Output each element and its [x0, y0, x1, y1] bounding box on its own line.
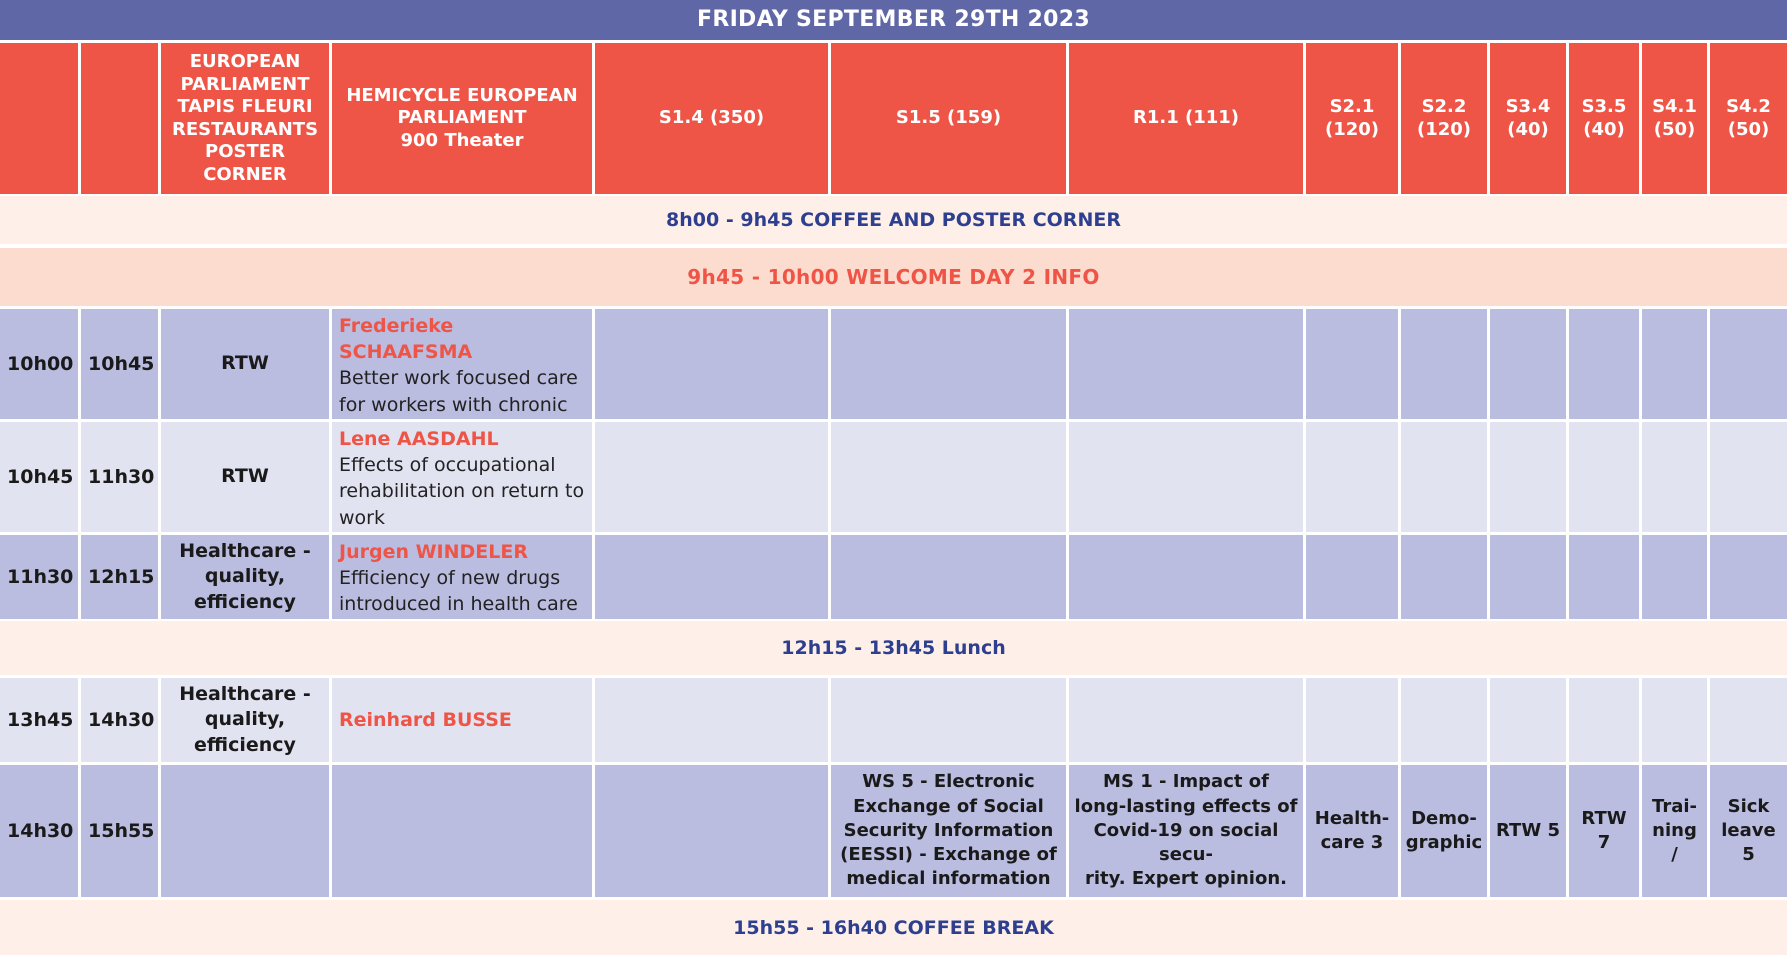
header-line: PARLIAMENT [180, 73, 310, 95]
track-line: Healthcare - [179, 682, 311, 705]
talk-title-line: work [339, 506, 385, 529]
header-line-group [346, 85, 577, 153]
header-room [1642, 43, 1707, 194]
session-line: Security Information [843, 819, 1054, 841]
session-line: care 3 [1320, 832, 1384, 853]
empty-slot [831, 309, 1066, 419]
header-room [831, 43, 1066, 194]
room-name [1325, 96, 1379, 141]
header-line: HEMICYCLE EUROPEAN [346, 84, 578, 106]
session-line: 7 [1597, 832, 1611, 853]
room-capacity: (120) [1416, 118, 1472, 140]
header-room [1710, 43, 1787, 194]
empty-slot [1069, 422, 1303, 532]
session-line: Sick [1727, 795, 1770, 817]
empty-slot [595, 309, 828, 419]
track-line-group [221, 464, 269, 490]
header-room [1306, 43, 1398, 194]
track-line: RTW [221, 352, 269, 375]
empty-slot [1710, 309, 1787, 419]
end-time: 11h30 [81, 422, 158, 532]
session-line: MS 1 - Impact of [1103, 771, 1269, 793]
room-name [1726, 96, 1771, 141]
empty-slot [161, 765, 329, 897]
empty-slot [1569, 678, 1639, 762]
empty-slot [1642, 678, 1707, 762]
session-line: Exchange of Social [853, 795, 1044, 817]
empty-slot [831, 678, 1066, 762]
empty-slot [1306, 678, 1398, 762]
start-time: 14h30 [0, 765, 78, 897]
empty-slot [1569, 422, 1639, 532]
band-lunch: 12h15 - 13h45 Lunch [0, 621, 1787, 675]
empty-slot [595, 535, 828, 619]
room-name-line: S3.5 [1581, 96, 1627, 117]
track-line-group [221, 351, 269, 377]
empty-slot [1490, 678, 1566, 762]
talk-title-line [339, 418, 437, 419]
header-start-time [0, 43, 78, 194]
empty-slot [1569, 535, 1639, 619]
empty-slot [1710, 678, 1787, 762]
end-time: 10h45 [81, 309, 158, 419]
empty-slot [1401, 309, 1487, 419]
session-line: Demo- [1411, 807, 1477, 829]
empty-slot [1490, 535, 1566, 619]
header-line: CORNER [203, 163, 287, 185]
empty-slot [1306, 422, 1398, 532]
empty-slot [595, 765, 828, 897]
empty-slot [1642, 309, 1707, 419]
speaker-name: Reinhard BUSSE [339, 708, 512, 731]
empty-slot [1642, 535, 1707, 619]
room-capacity: (120) [1324, 118, 1380, 140]
session-line: Health- [1314, 807, 1390, 829]
header-line: TAPIS FLEURI [177, 96, 313, 117]
talk-title-line: rehabilitation on return to [339, 480, 585, 503]
empty-slot [1401, 422, 1487, 532]
track-label [161, 535, 329, 619]
band-welcome: 9h45 - 10h00 WELCOME DAY 2 INFO [0, 248, 1787, 306]
session-line: WS 5 - Electronic [862, 771, 1035, 793]
start-time: 11h30 [0, 535, 78, 619]
header-line: EUROPEAN [189, 51, 301, 72]
session-ws5 [831, 765, 1066, 897]
empty-slot [1490, 422, 1566, 532]
empty-slot [1710, 422, 1787, 532]
session-line: graphic [1405, 832, 1483, 853]
empty-slot [1306, 309, 1398, 419]
room-name-line: S4.2 [1726, 96, 1771, 117]
room-name-line: S3.4 [1505, 96, 1551, 117]
session-rtw-7 [1569, 765, 1639, 897]
session-line: RTW 5 [1496, 819, 1560, 841]
empty-slot [1642, 422, 1707, 532]
session-line: rity. Expert opinion. [1084, 868, 1287, 890]
header-hemicycle [332, 43, 592, 194]
header-poster-corner [161, 43, 329, 194]
session-line-group [1581, 807, 1626, 856]
header-line: RESTAURANTS [171, 118, 319, 140]
room-name-line: S4.1 [1652, 96, 1697, 117]
empty-slot [1490, 309, 1566, 419]
session-demographic [1401, 765, 1487, 897]
empty-slot [1069, 678, 1303, 762]
session-training [1642, 765, 1707, 897]
talk-title-line: Better work focused care [339, 367, 578, 390]
room-name-line: S2.2 [1421, 96, 1467, 117]
empty-slot [1401, 535, 1487, 619]
track-label [161, 422, 329, 532]
talk-title-line: introduced in health care [339, 593, 578, 616]
session-line-group [1652, 795, 1697, 868]
track-label [161, 678, 329, 762]
track-line-group [179, 682, 311, 759]
room-name-line: S2.1 [1329, 96, 1375, 117]
track-line: efficiency [194, 733, 296, 756]
start-time: 10h00 [0, 309, 78, 419]
room-name [1652, 96, 1697, 141]
session-sick-leave-5 [1710, 765, 1787, 897]
empty-slot [831, 535, 1066, 619]
page-title: FRIDAY SEPTEMBER 29TH 2023 [0, 0, 1787, 40]
empty-slot [1710, 535, 1787, 619]
header-line: 900 Theater [400, 129, 524, 151]
empty-slot [1306, 535, 1398, 619]
session-line-group [1315, 807, 1389, 856]
session-line: leave [1721, 819, 1776, 841]
header-room [595, 43, 828, 194]
header-line: PARLIAMENT [397, 107, 527, 129]
room-name: S1.4 (350) [658, 107, 765, 129]
session-line: / [1671, 844, 1678, 866]
room-name [1506, 96, 1551, 141]
header-end-time [81, 43, 158, 194]
track-line: Healthcare - [179, 539, 311, 562]
room-name: S1.5 (159) [895, 107, 1002, 129]
track-line: quality, [204, 565, 286, 588]
band-coffee-break: 15h55 - 16h40 COFFEE BREAK [0, 900, 1787, 955]
track-line: RTW [221, 465, 269, 488]
session-rtw-5 [1490, 765, 1566, 897]
empty-slot [1069, 309, 1303, 419]
speaker-name: Frederieke SCHAAFSMA [339, 315, 473, 364]
room-name [1582, 96, 1627, 141]
room-capacity: (50) [1653, 118, 1696, 140]
band-coffee-poster: 8h00 - 9h45 COFFEE AND POSTER CORNER [0, 196, 1787, 244]
session-line: ning [1652, 819, 1697, 841]
room-capacity: (40) [1583, 118, 1625, 140]
talk-title-line: for workers with chronic [339, 393, 568, 416]
empty-slot [1069, 535, 1303, 619]
keynote-talk [332, 309, 592, 419]
header-room [1401, 43, 1487, 194]
end-time: 15h55 [81, 765, 158, 897]
keynote-talk [332, 678, 592, 762]
session-line-group [1496, 819, 1560, 843]
session-line: RTW [1581, 807, 1627, 829]
speaker-name: Lene AASDAHL [339, 428, 499, 450]
room-name: R1.1 (111) [1132, 107, 1240, 129]
start-time: 13h45 [0, 678, 78, 762]
session-line: Trai- [1652, 795, 1697, 817]
start-time: 10h45 [0, 422, 78, 532]
end-time: 12h15 [81, 535, 158, 619]
track-label [161, 309, 329, 419]
empty-slot [595, 422, 828, 532]
header-line-group [172, 51, 318, 186]
session-line: Covid-19 on social secu- [1093, 819, 1279, 866]
track-line-group [179, 539, 311, 616]
empty-slot [332, 765, 592, 897]
speaker-name: Jurgen WINDELER [339, 541, 528, 563]
header-room [1490, 43, 1566, 194]
room-capacity: (40) [1507, 118, 1549, 140]
session-line-group [840, 770, 1057, 891]
empty-slot [1401, 678, 1487, 762]
end-time: 14h30 [81, 678, 158, 762]
room-name [1417, 96, 1471, 141]
keynote-talk [332, 422, 592, 532]
empty-slot [831, 422, 1066, 532]
session-line-group [1073, 770, 1299, 891]
room-capacity: (50) [1727, 118, 1770, 140]
keynote-talk [332, 535, 592, 619]
session-line: medical information [846, 868, 1051, 890]
session-line: (EESSI) - Exchange of [840, 844, 1057, 866]
empty-slot [1569, 309, 1639, 419]
session-ms1 [1069, 765, 1303, 897]
session-healthcare-3 [1306, 765, 1398, 897]
session-line-group [1721, 795, 1775, 868]
track-line: efficiency [194, 590, 296, 613]
empty-slot [595, 678, 828, 762]
talk-title-line: Efficiency of new drugs [339, 567, 561, 590]
header-room [1069, 43, 1303, 194]
track-line: quality, [204, 708, 286, 731]
session-line: 5 [1742, 844, 1755, 866]
header-line: POSTER [205, 141, 285, 162]
session-line: long-lasting effects of [1074, 795, 1298, 817]
header-room [1569, 43, 1639, 194]
talk-title-line: Effects of occupational [339, 454, 556, 477]
session-line-group [1406, 807, 1482, 856]
